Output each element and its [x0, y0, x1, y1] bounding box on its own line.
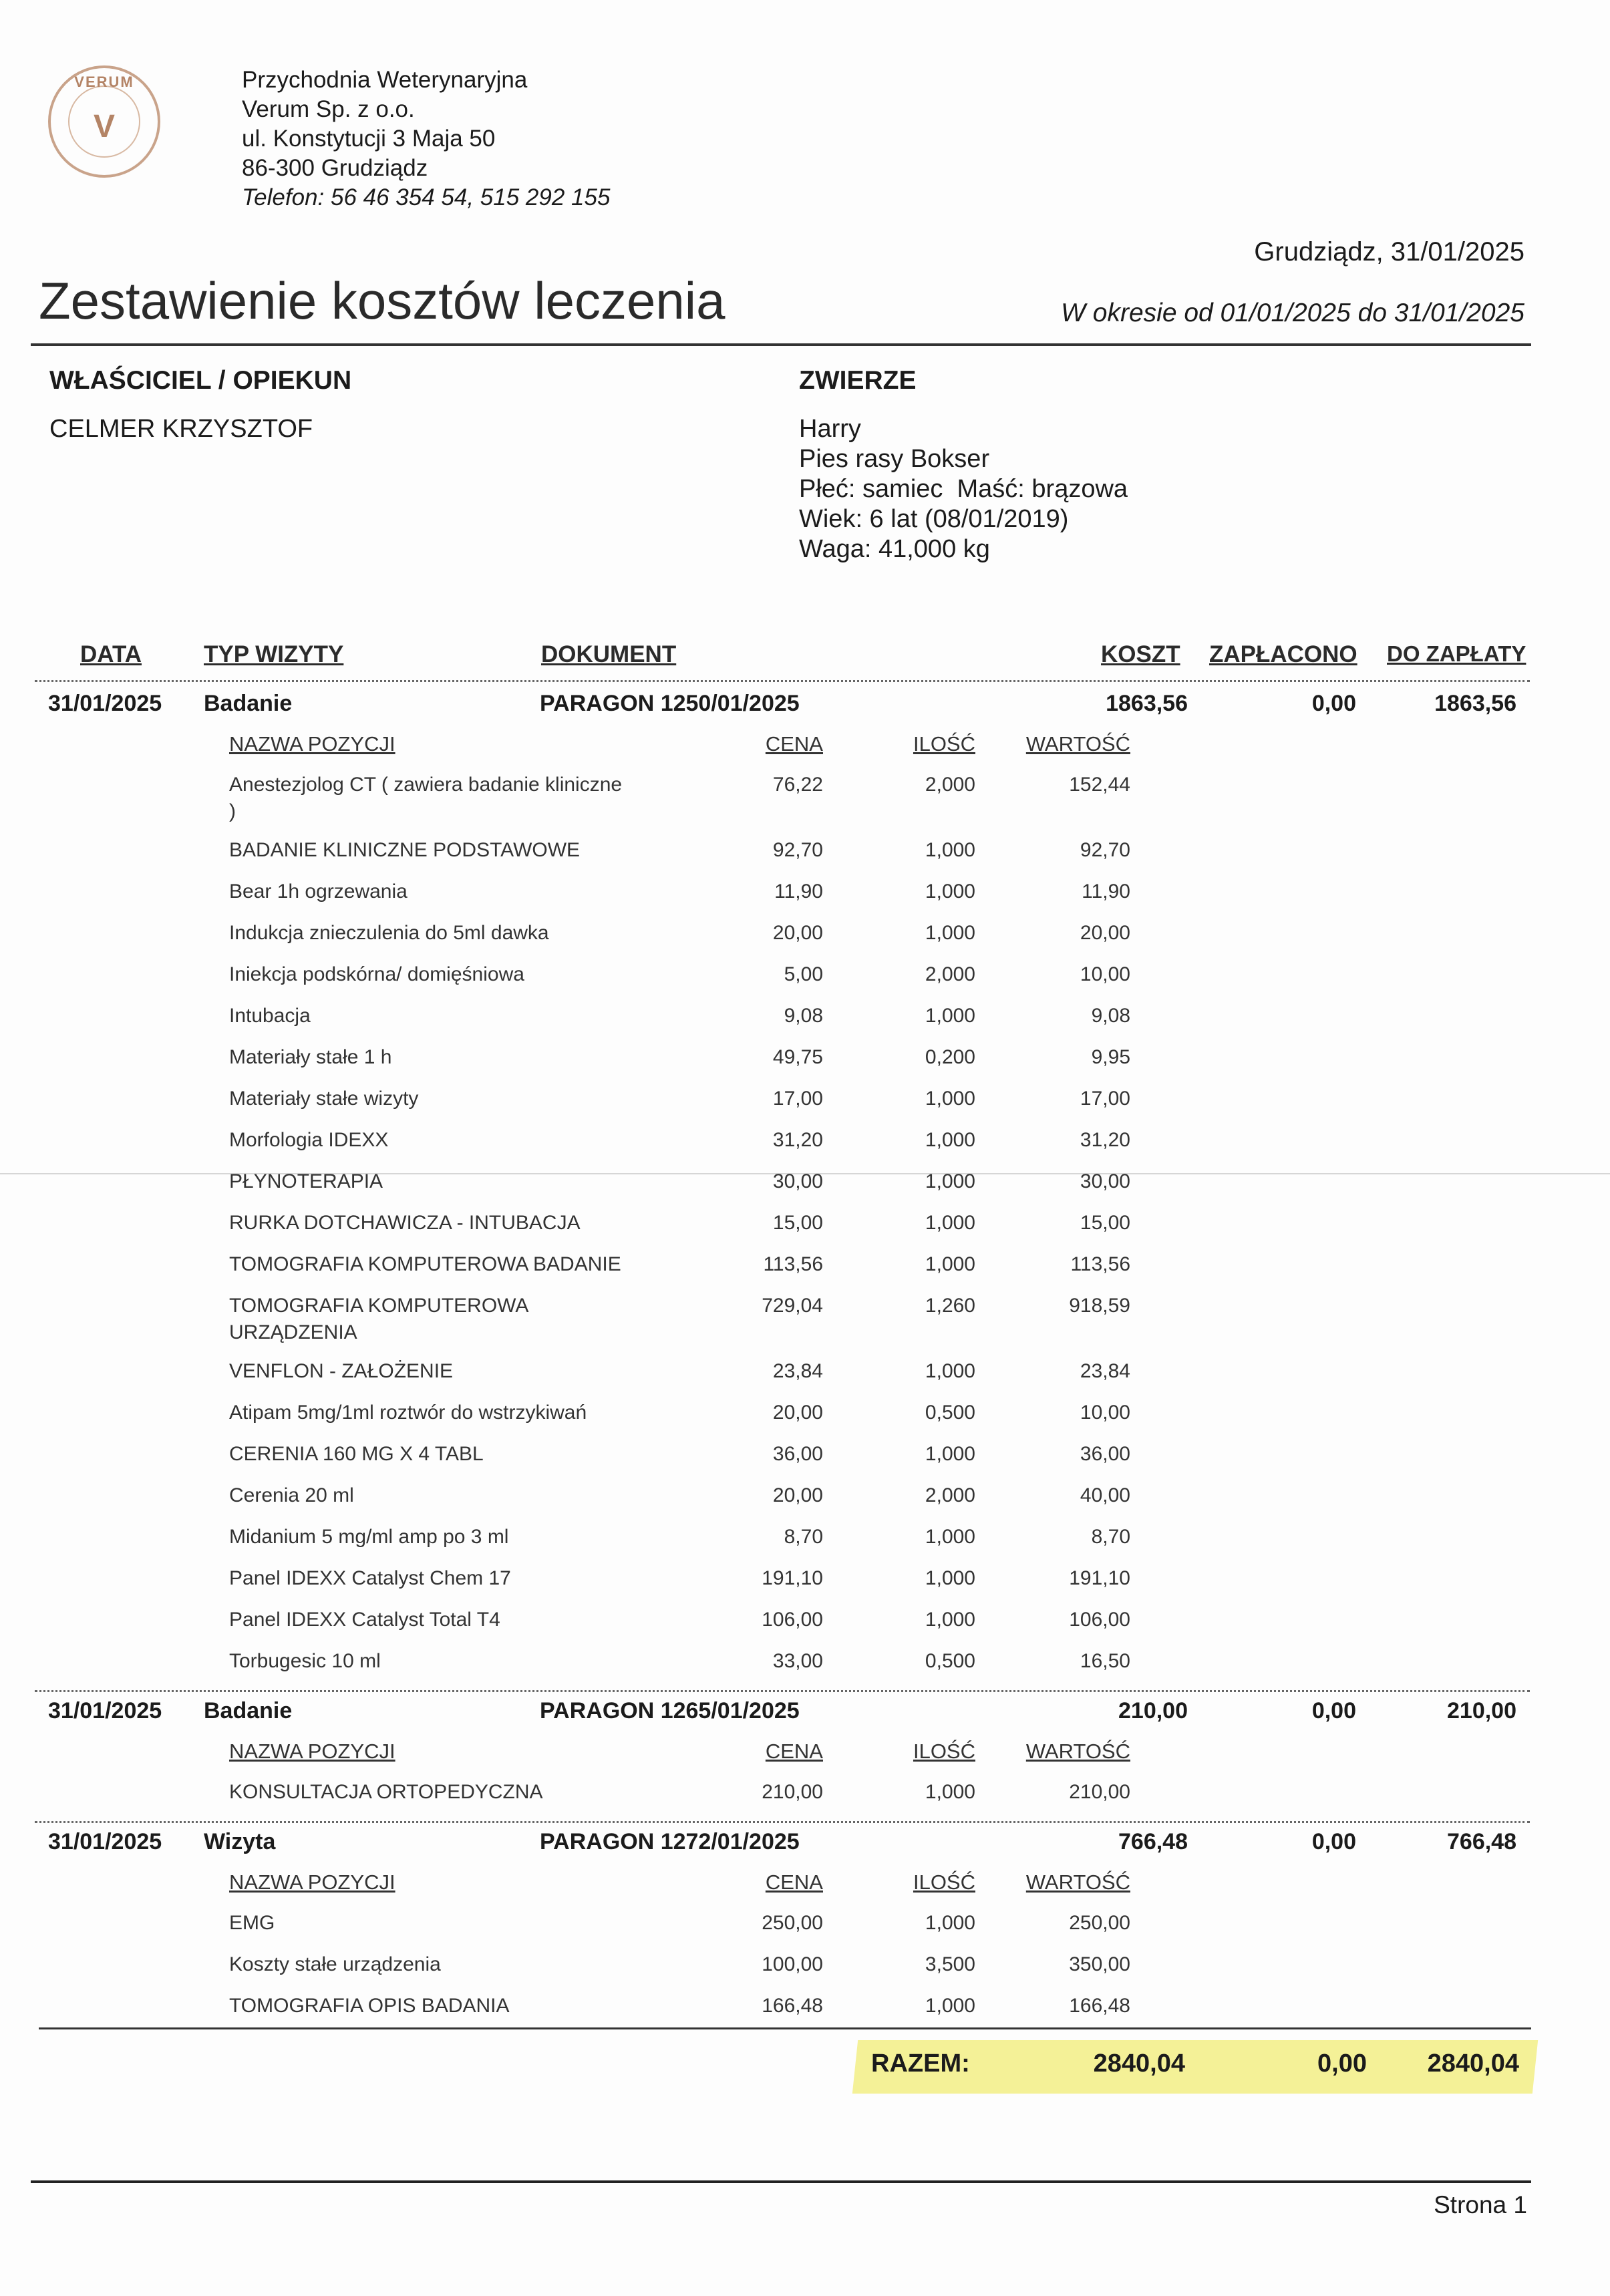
item-value: 9,08 — [1091, 1005, 1130, 1027]
logo-text: VERUM — [74, 73, 134, 90]
animal-sex-color: Płeć: samiec Maść: brązowa — [799, 475, 1128, 503]
item-price: 210,00 — [762, 1781, 823, 1803]
sub-head-value: WARTOŚĆ — [1025, 1740, 1130, 1763]
animal-details — [799, 414, 1128, 564]
header-divider — [31, 343, 1531, 346]
visit-dotted-rule — [35, 1690, 1530, 1692]
item-name: RURKA DOTCHAWICZA - INTUBACJA — [229, 1212, 581, 1234]
item-qty: 1,000 — [925, 922, 975, 944]
item-value: 152,44 — [1069, 774, 1130, 796]
item-name: Materiały stałe 1 h — [229, 1046, 392, 1068]
item-name: TOMOGRAFIA KOMPUTEROWA — [229, 1295, 529, 1317]
item-name: KONSULTACJA ORTOPEDYCZNA — [229, 1781, 543, 1803]
item-value: 106,00 — [1069, 1609, 1130, 1631]
visit-to-pay: 766,48 — [1447, 1829, 1516, 1854]
animal-name: Harry — [799, 415, 861, 443]
item-name: Panel IDEXX Catalyst Total T4 — [229, 1609, 500, 1631]
item-value: 10,00 — [1080, 963, 1130, 985]
sub-head-name: NAZWA POZYCJI — [229, 1740, 395, 1763]
item-value: 350,00 — [1069, 1953, 1130, 1975]
item-price: 36,00 — [772, 1443, 823, 1465]
visit-dotted-rule — [35, 1821, 1530, 1823]
item-price: 9,08 — [784, 1005, 823, 1027]
item-name: Indukcja znieczulenia do 5ml dawka — [229, 922, 549, 944]
item-price: 106,00 — [762, 1609, 823, 1631]
item-qty: 1,000 — [925, 1609, 975, 1631]
item-qty: 1,000 — [925, 1912, 975, 1934]
item-name: Bear 1h ogrzewania — [229, 880, 408, 903]
header-dotted-rule — [35, 680, 1530, 682]
item-value: 40,00 — [1080, 1484, 1130, 1506]
item-qty: 2,000 — [925, 1484, 975, 1506]
item-value: 31,20 — [1080, 1129, 1130, 1151]
th-date: DATA — [80, 641, 142, 667]
sub-head-qty: ILOŚĆ — [913, 1870, 975, 1894]
item-price: 113,56 — [763, 1253, 823, 1275]
item-value: 20,00 — [1080, 922, 1130, 944]
animal-weight: Waga: 41,000 kg — [799, 535, 990, 563]
item-price: 20,00 — [772, 1484, 823, 1506]
item-name: CERENIA 160 MG X 4 TABL — [229, 1443, 484, 1465]
clinic-street: ul. Konstytucji 3 Maja 50 — [242, 126, 496, 152]
item-name: Koszty stałe urządzenia — [229, 1953, 441, 1975]
animal-heading: ZWIERZE — [799, 366, 917, 395]
clinic-city: 86-300 Grudziądz — [242, 155, 428, 181]
visit-type: Badanie — [204, 691, 293, 716]
animal-breed: Pies rasy Bokser — [799, 445, 990, 473]
item-name: Anestezjolog CT ( zawiera badanie kliniczne — [229, 774, 623, 796]
visit-document: PARAGON 1272/01/2025 — [540, 1829, 800, 1854]
item-qty: 1,000 — [925, 1088, 975, 1110]
owner-heading: WŁAŚCICIEL / OPIEKUN — [49, 366, 352, 395]
item-price: 191,10 — [762, 1567, 823, 1589]
visit-paid: 0,00 — [1311, 1698, 1356, 1724]
visit-type: Badanie — [204, 1698, 293, 1724]
item-value: 23,84 — [1080, 1360, 1130, 1382]
item-name: EMG — [229, 1912, 275, 1934]
item-qty: 1,000 — [925, 1526, 975, 1548]
sub-head-name: NAZWA POZYCJI — [229, 732, 395, 756]
sub-head-price: CENA — [765, 732, 823, 756]
item-name: Panel IDEXX Catalyst Chem 17 — [229, 1567, 511, 1589]
item-price: 11,90 — [774, 880, 823, 903]
item-qty: 1,000 — [925, 1170, 975, 1192]
place-date: Grudziądz, 31/01/2025 — [1254, 237, 1524, 267]
item-price: 30,00 — [772, 1170, 823, 1192]
item-price: 20,00 — [772, 922, 823, 944]
item-value: 191,10 — [1069, 1567, 1130, 1589]
th-cost: KOSZT — [1101, 641, 1180, 667]
sub-head-name: NAZWA POZYCJI — [229, 1870, 395, 1894]
visit-date: 31/01/2025 — [48, 1829, 162, 1854]
item-qty: 0,200 — [925, 1046, 975, 1068]
item-name-continued: URZĄDZENIA — [229, 1321, 357, 1343]
visit-date: 31/01/2025 — [48, 1698, 162, 1724]
logo-v-mark: V — [93, 109, 115, 144]
item-value: 9,95 — [1091, 1046, 1130, 1068]
item-qty: 1,000 — [925, 880, 975, 903]
visit-cost: 210,00 — [1118, 1698, 1188, 1724]
item-price: 8,70 — [784, 1526, 823, 1548]
item-name: Intubacja — [229, 1005, 311, 1027]
item-value: 918,59 — [1069, 1295, 1130, 1317]
item-qty: 1,000 — [925, 839, 975, 861]
item-price: 92,70 — [772, 839, 823, 861]
item-qty: 0,500 — [925, 1402, 975, 1424]
item-price: 17,00 — [772, 1088, 823, 1110]
clinic-phone: Telefon: 56 46 354 54, 515 292 155 — [242, 184, 611, 210]
totals-paid: 0,00 — [1317, 2049, 1367, 2078]
item-qty: 1,000 — [925, 1212, 975, 1234]
item-price: 31,20 — [772, 1129, 823, 1151]
sub-head-price: CENA — [765, 1870, 823, 1894]
item-value: 8,70 — [1091, 1526, 1130, 1548]
item-name: Iniekcja podskórna/ domięśniowa — [229, 963, 524, 985]
item-price: 729,04 — [762, 1295, 823, 1317]
item-name: BADANIE KLINICZNE PODSTAWOWE — [229, 839, 581, 861]
item-qty: 1,260 — [925, 1295, 975, 1317]
visit-paid: 0,00 — [1311, 1829, 1356, 1854]
item-name: TOMOGRAFIA OPIS BADANIA — [229, 1995, 510, 2017]
item-qty: 1,000 — [925, 1005, 975, 1027]
clinic-logo — [48, 65, 160, 178]
item-value: 166,48 — [1069, 1995, 1130, 2017]
item-qty: 0,500 — [925, 1650, 975, 1672]
clinic-company: Verum Sp. z o.o. — [242, 96, 415, 122]
visit-document: PARAGON 1250/01/2025 — [540, 691, 800, 716]
item-name: Morfologia IDEXX — [229, 1129, 389, 1151]
item-value: 11,90 — [1082, 880, 1130, 903]
item-value: 15,00 — [1080, 1212, 1130, 1234]
item-name: Materiały stałe wizyty — [229, 1088, 419, 1110]
item-price: 33,00 — [772, 1650, 823, 1672]
footer-rule — [31, 2180, 1531, 2183]
item-value: 210,00 — [1069, 1781, 1130, 1803]
th-paid: ZAPŁACONO — [1209, 641, 1357, 667]
item-qty: 1,000 — [925, 1360, 975, 1382]
item-qty: 1,000 — [925, 1129, 975, 1151]
visit-date: 31/01/2025 — [48, 691, 162, 716]
item-price: 100,00 — [762, 1953, 823, 1975]
item-price: 49,75 — [772, 1046, 823, 1068]
item-price: 5,00 — [784, 963, 823, 985]
sub-head-qty: ILOŚĆ — [913, 732, 975, 756]
th-to-pay: DO ZAPŁATY — [1387, 641, 1526, 666]
item-qty: 1,000 — [925, 1443, 975, 1465]
item-name: Midanium 5 mg/ml amp po 3 ml — [229, 1526, 509, 1548]
visit-cost: 766,48 — [1118, 1829, 1188, 1854]
item-qty: 3,500 — [925, 1953, 975, 1975]
page-number: Strona 1 — [1434, 2191, 1527, 2219]
item-name: VENFLON - ZAŁOŻENIE — [229, 1360, 454, 1382]
item-name: PŁYNOTERAPIA — [229, 1170, 383, 1192]
th-visit-type: TYP WIZYTY — [204, 641, 344, 667]
item-price: 23,84 — [772, 1360, 823, 1382]
owner-name: CELMER KRZYSZTOF — [49, 415, 313, 443]
item-price: 76,22 — [772, 774, 823, 796]
item-value: 36,00 — [1080, 1443, 1130, 1465]
visit-type: Wizyta — [204, 1829, 276, 1854]
item-value: 92,70 — [1080, 839, 1130, 861]
item-price: 15,00 — [772, 1212, 823, 1234]
visit-to-pay: 1863,56 — [1434, 691, 1516, 716]
visit-cost: 1863,56 — [1106, 691, 1188, 716]
clinic-address — [242, 65, 610, 212]
item-name: Torbugesic 10 ml — [229, 1650, 381, 1672]
visit-paid: 0,00 — [1311, 691, 1356, 716]
item-qty: 2,000 — [925, 963, 975, 985]
item-qty: 2,000 — [925, 774, 975, 796]
item-value: 30,00 — [1080, 1170, 1130, 1192]
item-value: 17,00 — [1080, 1088, 1130, 1110]
item-name: TOMOGRAFIA KOMPUTEROWA BADANIE — [229, 1253, 621, 1275]
item-value: 250,00 — [1069, 1912, 1130, 1934]
sub-head-value: WARTOŚĆ — [1025, 1870, 1130, 1894]
item-price: 250,00 — [762, 1912, 823, 1934]
sub-head-price: CENA — [765, 1740, 823, 1763]
item-name: Atipam 5mg/1ml roztwór do wstrzykiwań — [229, 1402, 587, 1424]
item-value: 10,00 — [1080, 1402, 1130, 1424]
item-name-continued: ) — [229, 800, 236, 822]
clinic-name: Przychodnia Weterynaryjna — [242, 67, 528, 93]
item-price: 20,00 — [772, 1402, 823, 1424]
item-qty: 1,000 — [925, 1995, 975, 2017]
totals-label: RAZEM: — [871, 2049, 970, 2078]
item-qty: 1,000 — [925, 1253, 975, 1275]
item-value: 113,56 — [1070, 1253, 1130, 1275]
totals-to-pay: 2840,04 — [1427, 2049, 1519, 2078]
th-document: DOKUMENT — [541, 641, 677, 667]
animal-age: Wiek: 6 lat (08/01/2019) — [799, 505, 1069, 533]
item-price: 166,48 — [762, 1995, 823, 2017]
item-qty: 1,000 — [925, 1567, 975, 1589]
visit-document: PARAGON 1265/01/2025 — [540, 1698, 800, 1724]
period: W okresie od 01/01/2025 do 31/01/2025 — [1061, 299, 1524, 327]
totals-cost: 2840,04 — [1093, 2049, 1185, 2078]
totals-rule — [39, 2027, 1531, 2029]
item-name: Cerenia 20 ml — [229, 1484, 354, 1506]
visit-to-pay: 210,00 — [1447, 1698, 1516, 1724]
item-value: 16,50 — [1080, 1650, 1130, 1672]
sub-head-value: WARTOŚĆ — [1025, 732, 1130, 756]
page-title: Zestawienie kosztów leczenia — [39, 271, 726, 330]
sub-head-qty: ILOŚĆ — [913, 1740, 975, 1763]
item-qty: 1,000 — [925, 1781, 975, 1803]
